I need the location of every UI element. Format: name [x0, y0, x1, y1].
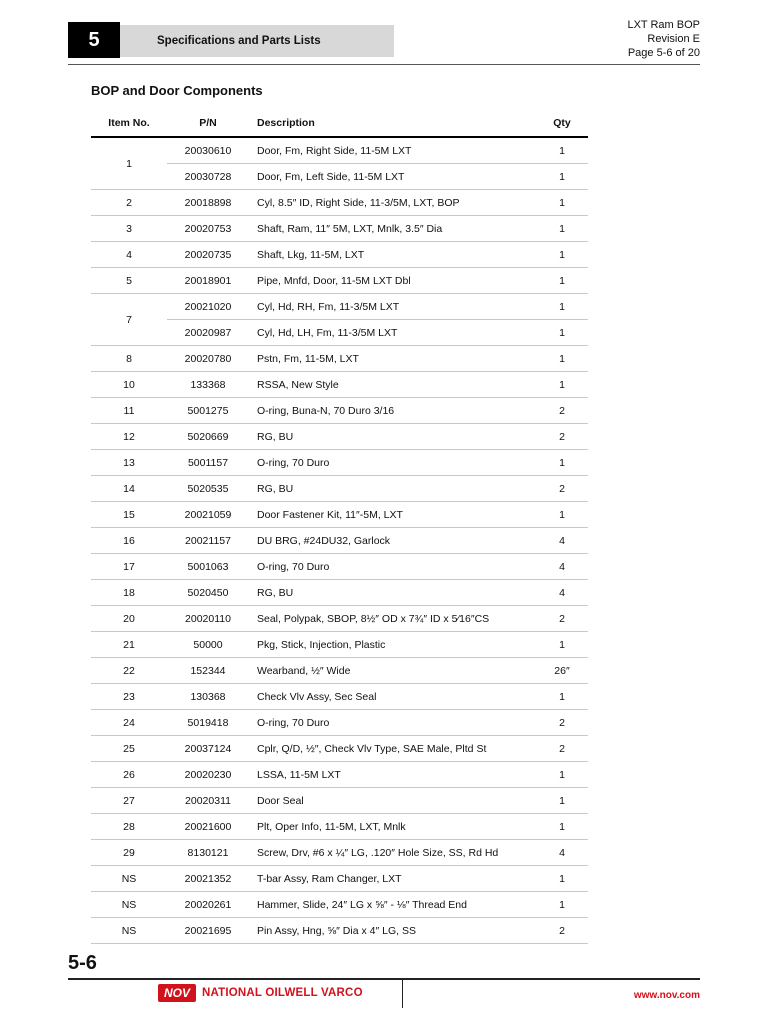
cell-qty: 1 — [536, 892, 588, 918]
cell-description: Seal, Polypak, SBOP, 8½″ OD x 7¾″ ID x 5⁄16″CS — [249, 606, 536, 632]
footer-vertical-divider — [402, 980, 403, 1008]
cell-description: LSSA, 11-5M LXT — [249, 762, 536, 788]
cell-description: O-ring, 70 Duro — [249, 450, 536, 476]
cell-item-no: NS — [91, 918, 167, 944]
cell-description: Cyl, 8.5″ ID, Right Side, 11-3/5M, LXT, BOP — [249, 190, 536, 216]
table-row — [91, 840, 588, 866]
cell-qty: 1 — [536, 866, 588, 892]
cell-pn: 130368 — [167, 684, 249, 710]
cell-description: Door, Fm, Right Side, 11-5M LXT — [249, 137, 536, 164]
cell-qty: 1 — [536, 268, 588, 294]
cell-item-no: 17 — [91, 554, 167, 580]
cell-qty: 1 — [536, 216, 588, 242]
cell-item-no: 23 — [91, 684, 167, 710]
cell-pn: 5001063 — [167, 554, 249, 580]
cell-pn: 5019418 — [167, 710, 249, 736]
cell-description: Cyl, Hd, RH, Fm, 11-3/5M LXT — [249, 294, 536, 320]
company-logo — [158, 984, 363, 1002]
cell-item-no: 1 — [91, 137, 167, 190]
cell-pn: 20020735 — [167, 242, 249, 268]
parts-table — [91, 109, 588, 944]
cell-item-no: 12 — [91, 424, 167, 450]
cell-qty: 1 — [536, 294, 588, 320]
cell-qty: 2 — [536, 736, 588, 762]
table-row — [91, 268, 588, 294]
cell-pn: 5020669 — [167, 424, 249, 450]
cell-item-no: 16 — [91, 528, 167, 554]
footer-divider — [68, 978, 700, 980]
cell-description: Pipe, Mnfd, Door, 11-5M LXT Dbl — [249, 268, 536, 294]
cell-item-no: 11 — [91, 398, 167, 424]
cell-qty: 1 — [536, 190, 588, 216]
cell-description: T-bar Assy, Ram Changer, LXT — [249, 866, 536, 892]
cell-description: Shaft, Ram, 11″ 5M, LXT, Mnlk, 3.5″ Dia — [249, 216, 536, 242]
header-divider — [68, 64, 700, 65]
cell-description: O-ring, 70 Duro — [249, 710, 536, 736]
cell-item-no: 21 — [91, 632, 167, 658]
table-row — [91, 450, 588, 476]
cell-item-no: 10 — [91, 372, 167, 398]
table-row — [91, 632, 588, 658]
parts-table-body — [91, 137, 588, 944]
table-row — [91, 684, 588, 710]
table-row — [91, 658, 588, 684]
table-row — [91, 814, 588, 840]
table-row — [91, 762, 588, 788]
cell-item-no: 4 — [91, 242, 167, 268]
cell-pn: 133368 — [167, 372, 249, 398]
table-row — [91, 398, 588, 424]
cell-qty: 1 — [536, 320, 588, 346]
section-title-header: Specifications and Parts Lists — [157, 35, 321, 47]
table-row — [91, 242, 588, 268]
cell-pn: 5020535 — [167, 476, 249, 502]
cell-description: Plt, Oper Info, 11-5M, LXT, Mnlk — [249, 814, 536, 840]
table-row — [91, 736, 588, 762]
cell-description: Door, Fm, Left Side, 11-5M LXT — [249, 164, 536, 190]
cell-pn: 20018898 — [167, 190, 249, 216]
cell-pn: 20021600 — [167, 814, 249, 840]
company-name: NATIONAL OILWELL VARCO — [202, 987, 363, 999]
cell-pn: 20020230 — [167, 762, 249, 788]
cell-description: O-ring, 70 Duro — [249, 554, 536, 580]
cell-pn: 20021157 — [167, 528, 249, 554]
table-row — [91, 294, 588, 320]
cell-description: Door Seal — [249, 788, 536, 814]
cell-qty: 26″ — [536, 658, 588, 684]
cell-qty: 4 — [536, 528, 588, 554]
cell-qty: 1 — [536, 788, 588, 814]
cell-pn: 20021695 — [167, 918, 249, 944]
cell-pn: 5020450 — [167, 580, 249, 606]
cell-qty: 1 — [536, 814, 588, 840]
document-page: Page 5-6 of 20 — [627, 47, 700, 59]
cell-description: Shaft, Lkg, 11-5M, LXT — [249, 242, 536, 268]
cell-pn: 20020311 — [167, 788, 249, 814]
cell-qty: 2 — [536, 710, 588, 736]
cell-qty: 1 — [536, 372, 588, 398]
cell-pn: 5001157 — [167, 450, 249, 476]
table-row — [91, 216, 588, 242]
column-header-qty: Qty — [536, 109, 588, 137]
table-row — [91, 137, 588, 164]
cell-description: RSSA, New Style — [249, 372, 536, 398]
cell-qty: 1 — [536, 684, 588, 710]
cell-item-no: 13 — [91, 450, 167, 476]
table-row — [91, 892, 588, 918]
table-row — [91, 502, 588, 528]
cell-description: Cyl, Hd, LH, Fm, 11-3/5M LXT — [249, 320, 536, 346]
cell-item-no: 7 — [91, 294, 167, 346]
table-row — [91, 710, 588, 736]
cell-description: Pstn, Fm, 11-5M, LXT — [249, 346, 536, 372]
cell-qty: 2 — [536, 398, 588, 424]
cell-pn: 8130121 — [167, 840, 249, 866]
cell-item-no: 18 — [91, 580, 167, 606]
table-header-row — [91, 109, 588, 137]
cell-pn: 5001275 — [167, 398, 249, 424]
cell-item-no: 15 — [91, 502, 167, 528]
cell-item-no: 2 — [91, 190, 167, 216]
cell-pn: 20021059 — [167, 502, 249, 528]
table-row — [91, 788, 588, 814]
cell-description: Wearband, ½″ Wide — [249, 658, 536, 684]
table-row — [91, 554, 588, 580]
cell-description: Check Vlv Assy, Sec Seal — [249, 684, 536, 710]
cell-qty: 4 — [536, 840, 588, 866]
table-row — [91, 528, 588, 554]
table-row — [91, 346, 588, 372]
cell-item-no: 26 — [91, 762, 167, 788]
chapter-number: 5 — [68, 22, 120, 58]
cell-qty: 1 — [536, 762, 588, 788]
cell-item-no: 25 — [91, 736, 167, 762]
cell-pn: 20018901 — [167, 268, 249, 294]
cell-description: Pin Assy, Hng, ⅝″ Dia x 4″ LG, SS — [249, 918, 536, 944]
cell-qty: 1 — [536, 502, 588, 528]
column-header-pn: P/N — [167, 109, 249, 137]
table-row — [91, 580, 588, 606]
cell-item-no: 29 — [91, 840, 167, 866]
cell-qty: 1 — [536, 632, 588, 658]
table-row — [91, 606, 588, 632]
cell-description: Pkg, Stick, Injection, Plastic — [249, 632, 536, 658]
cell-pn: 152344 — [167, 658, 249, 684]
table-row — [91, 476, 588, 502]
cell-item-no: 24 — [91, 710, 167, 736]
cell-item-no: 27 — [91, 788, 167, 814]
cell-item-no: 28 — [91, 814, 167, 840]
cell-item-no: 20 — [91, 606, 167, 632]
table-row — [91, 424, 588, 450]
section-header — [120, 25, 394, 57]
cell-qty: 2 — [536, 476, 588, 502]
table-row — [91, 372, 588, 398]
cell-description: Screw, Drv, #6 x ¼″ LG, .120″ Hole Size, SS, Rd Hd — [249, 840, 536, 866]
cell-qty: 1 — [536, 164, 588, 190]
cell-item-no: NS — [91, 866, 167, 892]
document-title: LXT Ram BOP — [627, 19, 700, 31]
table-row — [91, 918, 588, 944]
cell-qty: 2 — [536, 424, 588, 450]
cell-description: Cplr, Q/D, ½″, Check Vlv Type, SAE Male, Pltd St — [249, 736, 536, 762]
cell-description: RG, BU — [249, 580, 536, 606]
cell-item-no: NS — [91, 892, 167, 918]
cell-pn: 20037124 — [167, 736, 249, 762]
cell-qty: 4 — [536, 580, 588, 606]
cell-item-no: 5 — [91, 268, 167, 294]
cell-qty: 1 — [536, 346, 588, 372]
cell-pn: 50000 — [167, 632, 249, 658]
cell-pn: 20021352 — [167, 866, 249, 892]
column-header-description: Description — [249, 109, 536, 137]
cell-pn: 20020987 — [167, 320, 249, 346]
cell-qty: 1 — [536, 242, 588, 268]
cell-item-no: 22 — [91, 658, 167, 684]
cell-item-no: 14 — [91, 476, 167, 502]
table-row — [91, 866, 588, 892]
footer-page-number: 5-6 — [68, 952, 97, 974]
cell-pn: 20020753 — [167, 216, 249, 242]
column-header-item: Item No. — [91, 109, 167, 137]
cell-pn: 20020261 — [167, 892, 249, 918]
cell-description: Hammer, Slide, 24″ LG x ⅝″ - ⅛″ Thread End — [249, 892, 536, 918]
cell-qty: 1 — [536, 450, 588, 476]
cell-description: O-ring, Buna-N, 70 Duro 3/16 — [249, 398, 536, 424]
cell-item-no: 8 — [91, 346, 167, 372]
cell-item-no: 3 — [91, 216, 167, 242]
document-revision: Revision E — [647, 33, 700, 45]
cell-description: DU BRG, #24DU32, Garlock — [249, 528, 536, 554]
cell-pn: 20021020 — [167, 294, 249, 320]
cell-qty: 4 — [536, 554, 588, 580]
cell-qty: 2 — [536, 918, 588, 944]
table-row — [91, 190, 588, 216]
cell-description: RG, BU — [249, 476, 536, 502]
page-title: BOP and Door Components — [91, 83, 263, 98]
cell-pn: 20030728 — [167, 164, 249, 190]
document-info — [627, 18, 700, 60]
cell-description: RG, BU — [249, 424, 536, 450]
cell-description: Door Fastener Kit, 11″-5M, LXT — [249, 502, 536, 528]
company-url: www.nov.com — [633, 990, 700, 1001]
cell-pn: 20020780 — [167, 346, 249, 372]
cell-qty: 2 — [536, 606, 588, 632]
cell-pn: 20030610 — [167, 137, 249, 164]
cell-pn: 20020110 — [167, 606, 249, 632]
nov-logo-icon: NOV — [158, 984, 196, 1002]
cell-qty: 1 — [536, 137, 588, 164]
